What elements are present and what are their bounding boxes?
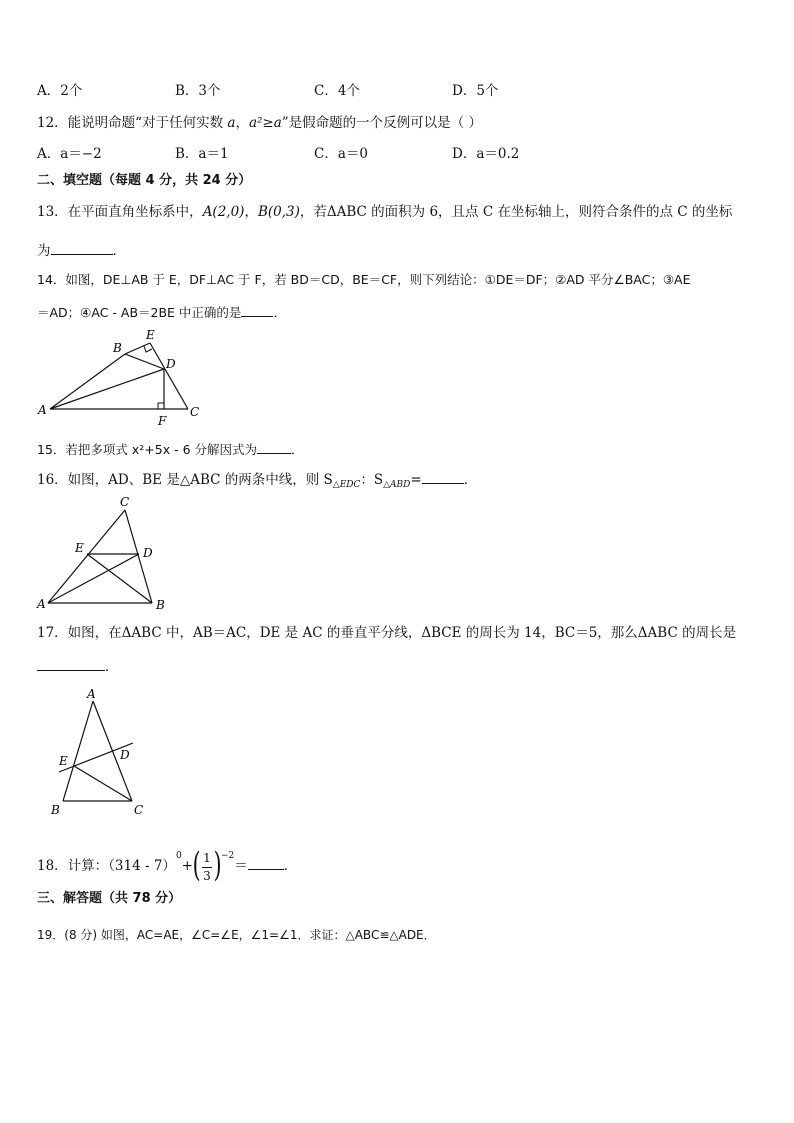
q16-segment-ac [48,510,125,603]
q13-line-2 [37,240,126,260]
q16-sub-edc: △EDC [332,480,361,490]
q14-answer-blank[interactable] [241,302,273,317]
q16-mid: ：S [360,472,384,488]
q14-line-2 [37,302,286,322]
q11-option-d: D．5个 [452,83,499,99]
q18-fraction [192,844,222,885]
q18-frac-bar [202,867,212,868]
q13-line1-b: ，若ΔABC 的面积为 6，且点 C 在坐标轴上，则符合条件的点 C 的坐标 [299,204,733,220]
q15-text: 15．若把多项式 x²+5x - 6 分解因式为 [37,442,257,457]
q18-frac-den: 3 [203,868,211,883]
q17-segment-ec [74,766,132,801]
q16-label-e: E [75,541,84,555]
q15-line [37,439,304,459]
q16-sub-abd: △ABD [383,480,411,490]
section-3-title: 三、解答题（共 78 分） [37,891,182,906]
q18-paren-right: ) [213,844,222,885]
q14-segment-ab [50,354,125,409]
section-2-title: 二、填空题（每题 4 分，共 24 分） [37,173,252,188]
q12-option-d: D．a＝0.2 [452,146,520,162]
q18-end: ． [283,858,298,874]
q18-plus: + [181,858,193,874]
q17-label-b: B [51,803,60,817]
q17-segment-ab [63,701,93,801]
q16-label-b: B [156,598,165,612]
q13-line1-a: 13．在平面直角坐标系中， [37,204,203,220]
q14-segment-ec [150,343,188,409]
q14-label-a: A [38,403,47,417]
q12-var-a: a [227,115,236,131]
q13-comma: ， [244,204,258,220]
q14-label-b: B [113,341,122,355]
q14-label-d: D [166,357,176,371]
q13-line-1 [37,203,732,221]
q14-figure [30,325,210,430]
q14-label-e: E [146,328,155,342]
q18-line [37,838,297,884]
q17-line2-end: ． [105,659,119,675]
q14-right-angle-e [144,346,152,352]
q13-point-b: B(0,3) [257,204,300,220]
q18-frac-num: 1 [203,850,211,865]
q15-answer-blank[interactable] [257,439,291,454]
q13-line2: 为 [37,243,51,259]
q12-option-b: B．a＝1 [175,146,229,162]
q12-option-a: A．a＝−2 [37,146,102,162]
q18-exp-neg: −2 [220,851,235,861]
q14-line2-end: ． [273,305,286,320]
q16-segment-be [87,554,152,603]
q18-answer-blank[interactable] [248,855,284,870]
q17-label-a: A [87,687,96,701]
q13-point-a: A(2,0) [202,204,245,220]
q16-segment-ad [48,554,139,603]
q12-stem-suffix: ”是假命题的一个反例可以是（ ） [281,115,482,131]
q16-line [37,469,477,494]
q13-line2-end: ． [112,243,126,259]
q17-line-2 [37,656,119,676]
q16-end: ． [463,472,478,488]
q16-label-d: D [143,546,153,560]
q17-line-1: 17．如图，在ΔABC 中，AB＝AC，DE 是 AC 的垂直平分线，ΔBCE 的周长为 14，BC＝5，那么ΔABC 的周长是 [37,625,737,641]
q16-suffix: = [410,472,422,488]
q18-eq: ＝ [234,858,248,874]
q19-line: 19．(8 分) 如图，AC=AE，∠C=∠E，∠1=∠1．求证：△ABC≌△ADE． [37,928,436,942]
q16-answer-blank[interactable] [422,469,464,484]
q12-stem [37,114,482,132]
q14-label-f: F [158,414,167,428]
q17-label-e: E [59,754,68,768]
q14-segment-ad [50,369,164,409]
q18-prefix: 18．计算：（314 - 7） [37,858,176,874]
q14-label-c: C [190,405,200,419]
q11-option-a: A．2个 [37,83,83,99]
q17-label-d: D [120,748,130,762]
q14-right-angle-f [158,403,164,409]
q12-ineq: a²≥a [248,115,282,131]
q17-answer-blank[interactable] [37,656,105,671]
q12-option-c: C．a＝0 [314,146,368,162]
q16-prefix: 16．如图，AD、BE 是△ABC 的两条中线，则 S [37,472,333,488]
q16-figure [30,494,180,614]
q15-end: ． [291,442,304,457]
q12-stem-prefix: 12．能说明命题“对于任何实数 [37,115,224,131]
q14-line-1: 14．如图，DE⊥AB 于 E，DF⊥AC 于 F，若 BD＝CD，BE＝CF，则下列结论：①DE＝DF；②AD 平分∠BAC；③AE [37,272,691,287]
q11-option-c: C．4个 [314,83,360,99]
q16-label-c: C [120,495,130,509]
q18-paren-left: ( [192,844,201,885]
q13-answer-blank[interactable] [51,240,113,255]
q12-sep: ， [235,115,249,131]
q16-label-a: A [37,597,46,611]
q14-line2: ＝AD；④AC - AB＝2BE 中正确的是 [37,305,242,320]
q17-label-c: C [134,803,144,817]
q11-option-b: B．3个 [175,83,221,99]
q17-figure [45,687,155,822]
q18-exp-zero: 0 [175,851,182,861]
